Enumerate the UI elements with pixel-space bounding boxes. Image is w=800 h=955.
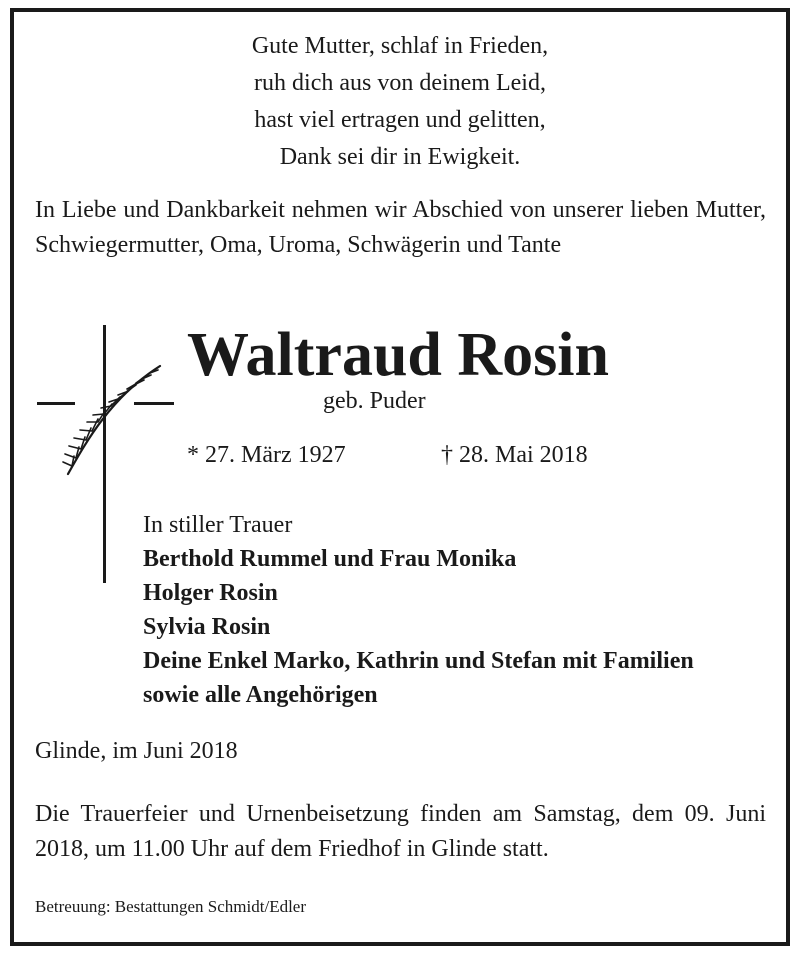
- ceremony-info: Die Trauerfeier und Urnenbeisetzung finden am Samstag, dem 09. Juni 2018, um 11.00 Uhr auf dem Friedhof in Glinde statt.: [35, 801, 766, 862]
- mourner-name: Berthold Rummel und Frau Monika: [143, 546, 517, 572]
- poem-line: Dank sei dir in Ewigkeit.: [279, 144, 521, 170]
- place-date: Glinde, im Juni 2018: [35, 738, 238, 764]
- memorial-poem: [0, 28, 800, 176]
- intro-text: In Liebe und Dankbarkeit nehmen wir Abschied von unserer lieben Mutter, Schwiegermutter, Oma, Uroma, Schwägerin und Tante: [35, 197, 766, 258]
- undertaker-credit: Betreuung: Bestattungen Schmidt/Edler: [35, 897, 307, 916]
- palm-branch-icon: [56, 352, 168, 480]
- mourner-name: Deine Enkel Marko, Kathrin und Stefan mit Familien: [143, 648, 694, 674]
- poem-line: hast viel ertragen und gelitten,: [254, 107, 546, 133]
- birth-date: * 27. März 1927: [187, 442, 346, 468]
- mourner-name: sowie alle Angehörigen: [143, 682, 378, 708]
- death-date: † 28. Mai 2018: [441, 442, 588, 468]
- mourner-name: Sylvia Rosin: [143, 614, 271, 640]
- poem-line: ruh dich aus von deinem Leid,: [254, 70, 546, 96]
- poem-line: Gute Mutter, schlaf in Frieden,: [251, 33, 549, 59]
- mourners-heading: In stiller Trauer: [143, 512, 293, 538]
- deceased-name: Waltraud Rosin: [186, 321, 610, 389]
- mourners-list: [143, 508, 694, 712]
- mourner-name: Holger Rosin: [143, 580, 278, 606]
- maiden-name: geb. Puder: [323, 388, 426, 414]
